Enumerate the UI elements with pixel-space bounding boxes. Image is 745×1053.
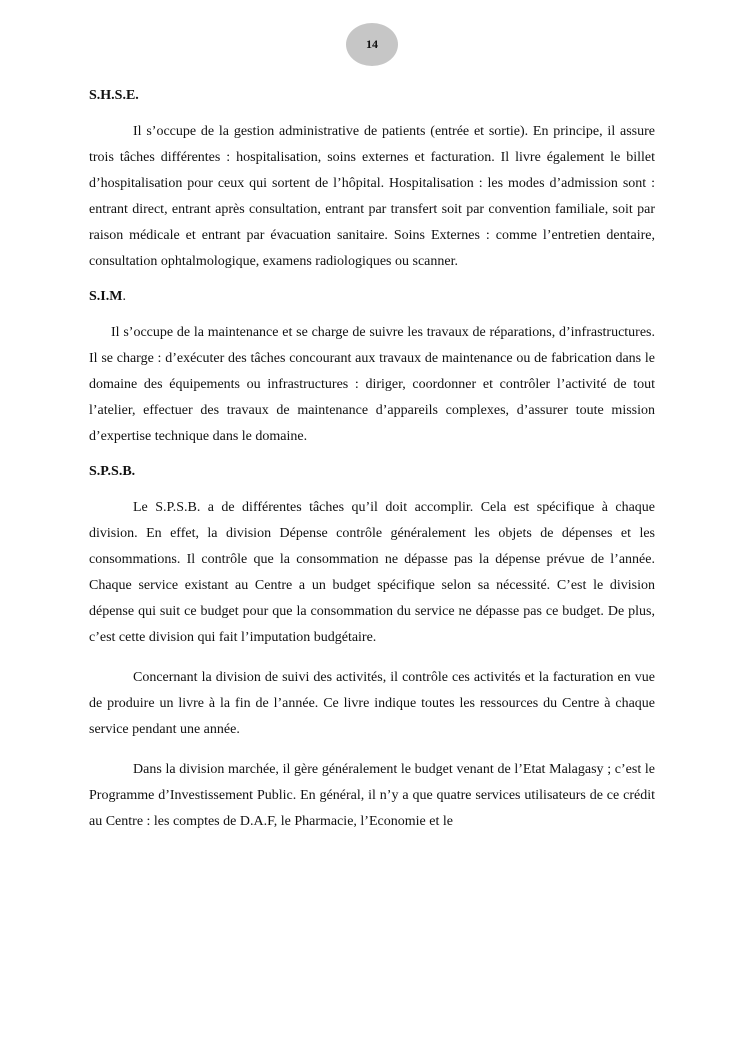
paragraph-sim: Il s’occupe de la maintenance et se charge de suivre les travaux de réparations, d’infrastructures. Il se charge : d’exécuter des tâches concourant aux travaux de maintenance ou de fabrication dans le domaine des équipements ou infrastructures : diriger, coordonner et contrôler l’activité de tout l’atelier, effectuer des travaux de maintenance d’appareils complexes, d’assurer toute mission d’expertise technique dans le domaine. — [89, 325, 655, 444]
section-title-sim — [89, 287, 655, 307]
section-title-sim-text: S.I.M — [89, 289, 123, 304]
section-title-sim-trail: . — [122, 289, 126, 304]
paragraph-spsb-3: Dans la division marchée, il gère généralement le budget venant de l’Etat Malagasy ; c’est le Programme d’Investissement Public. En général, il n’y a que quatre services utilisateurs de ce crédit au Centre : les comptes de D.A.F, le Pharmacie, l’Economie et le — [89, 762, 655, 829]
page-number: 14 — [366, 37, 378, 51]
page-number-badge — [346, 23, 398, 66]
section-title-shse: S.H.S.E. — [89, 88, 139, 103]
paragraph-shse: Il s’occupe de la gestion administrative de patients (entrée et sortie). En principe, il assure trois tâches différentes : hospitalisation, soins externes et facturation. Il livre également le billet d’hospitalisation pour ceux qui sortent de l’hôpital. Hospitalisation : les modes d’admission sont : entrant direct, entrant après consultation, entrant par transfert soit par convention familiale, soit par raison médicale et entrant par évacuation sanitaire. Soins Externes : comme l’entretien dentaire, consultation ophtalmologique, examens radiologiques ou scanner. — [89, 124, 655, 269]
document-body — [89, 86, 655, 835]
section-title-spsb: S.P.S.B. — [89, 464, 136, 479]
paragraph-spsb-1: Le S.P.S.B. a de différentes tâches qu’il doit accomplir. Cela est spécifique à chaque division. En effet, la division Dépense contrôle généralement les objets de dépenses et les consommations. Il contrôle que la consommation ne dépasse pas la dépense prévue de l’année. Chaque service existant au Centre a un budget spécifique selon sa nécessité. C’est le division dépense qui suit ce budget pour que la consommation du service ne dépasse pas ce budget. De plus, c’est cette division qui fait l’imputation budgétaire. — [89, 500, 655, 645]
paragraph-spsb-2: Concernant la division de suivi des activités, il contrôle ces activités et la facturation en vue de produire un livre à la fin de l’année. Ce livre indique toutes les ressources du Centre à chaque service pendant une année. — [89, 670, 655, 737]
